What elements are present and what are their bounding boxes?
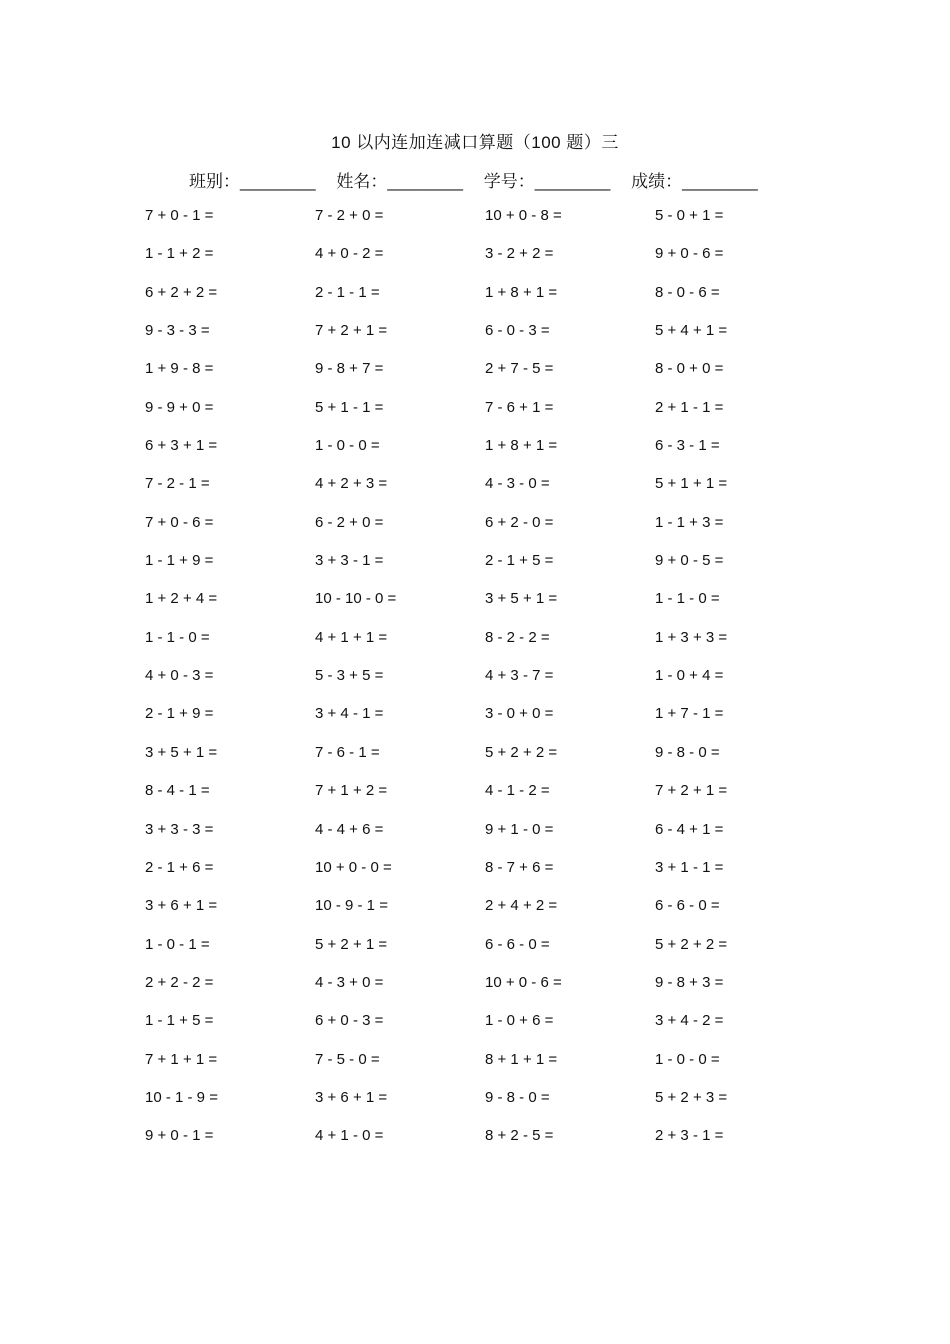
problem-item: 5 + 1 - 1 = <box>315 398 384 416</box>
problem-item: 5 + 2 + 2 = <box>485 743 558 761</box>
name-blank: ________ <box>387 172 464 191</box>
problem-item: 3 + 6 + 1 = <box>315 1088 388 1106</box>
problem-item: 4 + 2 + 3 = <box>315 475 388 493</box>
problem-item: 4 + 3 - 7 = <box>485 667 554 685</box>
problem-item: 6 + 2 - 0 = <box>485 513 554 531</box>
problem-row <box>145 551 845 589</box>
problem-item: 1 + 7 - 1 = <box>655 705 724 723</box>
problem-item: 4 - 3 - 0 = <box>485 475 550 493</box>
problem-item: 2 + 2 - 2 = <box>145 973 214 991</box>
problem-row <box>145 321 845 359</box>
problem-item: 1 - 1 + 3 = <box>655 513 724 531</box>
problem-row <box>145 1088 845 1126</box>
problem-item: 1 - 0 - 0 = <box>315 437 380 455</box>
problem-item: 4 + 0 - 2 = <box>315 245 384 263</box>
problem-item: 3 + 4 - 1 = <box>315 705 384 723</box>
page-title: 10 以内连加连减口算题（100 题）三 <box>331 133 619 152</box>
problem-item: 9 - 9 + 0 = <box>145 398 214 416</box>
problem-item: 1 - 1 + 5 = <box>145 1012 214 1030</box>
problem-item: 4 - 1 - 2 = <box>485 782 550 800</box>
problem-item: 10 + 0 - 0 = <box>315 858 392 876</box>
problem-item: 9 - 8 + 7 = <box>315 360 384 378</box>
problem-item: 1 - 0 + 6 = <box>485 1012 554 1030</box>
score-field <box>631 167 758 192</box>
problem-item: 8 - 7 + 6 = <box>485 858 554 876</box>
problem-item: 3 + 4 - 2 = <box>655 1012 724 1030</box>
problem-item: 4 - 4 + 6 = <box>315 820 384 838</box>
problem-item: 2 + 7 - 5 = <box>485 360 554 378</box>
problem-item: 7 + 0 - 6 = <box>145 513 214 531</box>
problem-item: 5 + 2 + 1 = <box>315 935 388 953</box>
problem-item: 1 - 1 - 0 = <box>145 628 210 646</box>
problem-item: 3 + 1 - 1 = <box>655 858 724 876</box>
problem-item: 7 - 6 + 1 = <box>485 398 554 416</box>
problem-row <box>145 704 845 742</box>
problem-item: 1 - 1 - 0 = <box>655 590 720 608</box>
problem-item: 9 + 0 - 1 = <box>145 1127 214 1145</box>
problem-item: 1 + 3 + 3 = <box>655 628 728 646</box>
problem-item: 1 - 0 + 4 = <box>655 667 724 685</box>
problem-row <box>145 858 845 896</box>
problem-item: 8 - 0 + 0 = <box>655 360 724 378</box>
problem-row <box>145 781 845 819</box>
problem-item: 7 - 2 + 0 = <box>315 207 384 224</box>
problem-item: 4 + 1 + 1 = <box>315 628 388 646</box>
problem-item: 10 - 1 - 9 = <box>145 1088 218 1106</box>
problem-item: 1 - 1 + 9 = <box>145 552 214 570</box>
problem-item: 2 + 4 + 2 = <box>485 897 558 915</box>
problem-item: 2 + 1 - 1 = <box>655 398 724 416</box>
problem-grid <box>145 206 845 1165</box>
problem-item: 3 + 5 + 1 = <box>145 743 218 761</box>
problem-item: 6 + 0 - 3 = <box>315 1012 384 1030</box>
problem-item: 2 + 3 - 1 = <box>655 1127 724 1145</box>
problem-item: 6 - 6 - 0 = <box>655 897 720 915</box>
problem-item: 7 - 5 - 0 = <box>315 1050 380 1068</box>
problem-item: 7 - 6 - 1 = <box>315 743 380 761</box>
problem-row <box>145 206 845 244</box>
problem-item: 3 + 5 + 1 = <box>485 590 558 608</box>
problem-item: 5 + 2 + 2 = <box>655 935 728 953</box>
problem-item: 6 - 2 + 0 = <box>315 513 384 531</box>
problem-row <box>145 474 845 512</box>
problem-item: 1 + 8 + 1 = <box>485 283 558 301</box>
name-label: 姓名： <box>336 172 388 191</box>
problem-item: 6 + 2 + 2 = <box>145 283 218 301</box>
problem-item: 6 - 6 - 0 = <box>485 935 550 953</box>
score-label: 成绩： <box>631 172 683 191</box>
problem-item: 10 - 10 - 0 = <box>315 590 397 608</box>
problem-item: 9 + 0 - 6 = <box>655 245 724 263</box>
problem-item: 5 + 2 + 3 = <box>655 1088 728 1106</box>
problem-item: 7 + 1 + 1 = <box>145 1050 218 1068</box>
problem-row <box>145 436 845 474</box>
problem-item: 5 + 1 + 1 = <box>655 475 728 493</box>
problem-item: 3 - 0 + 0 = <box>485 705 554 723</box>
problem-item: 8 - 0 - 6 = <box>655 283 720 301</box>
problem-item: 7 + 2 + 1 = <box>315 322 388 340</box>
class-label: 班别： <box>189 172 240 191</box>
problem-row <box>145 743 845 781</box>
problem-row <box>145 1011 845 1049</box>
problem-item: 4 + 0 - 3 = <box>145 667 214 685</box>
problem-item: 7 + 2 + 1 = <box>655 782 728 800</box>
student-id-label: 学号： <box>483 172 535 191</box>
problem-item: 7 - 2 - 1 = <box>145 475 210 493</box>
problem-row <box>145 244 845 282</box>
problem-item: 2 - 1 + 6 = <box>145 858 214 876</box>
problem-row <box>145 973 845 1011</box>
problem-item: 2 - 1 + 9 = <box>145 705 214 723</box>
problem-item: 9 + 1 - 0 = <box>485 820 554 838</box>
problem-item: 3 + 3 - 1 = <box>315 552 384 570</box>
problem-row <box>145 628 845 666</box>
problem-item: 9 - 8 - 0 = <box>655 743 720 761</box>
problem-item: 9 + 0 - 5 = <box>655 552 724 570</box>
problem-item: 6 - 0 - 3 = <box>485 322 550 340</box>
problem-item: 1 - 1 + 2 = <box>145 245 214 263</box>
problem-item: 10 + 0 - 6 = <box>485 973 562 991</box>
problem-row <box>145 359 845 397</box>
problem-item: 8 - 2 - 2 = <box>485 628 550 646</box>
problem-row <box>145 896 845 934</box>
problem-row <box>145 513 845 551</box>
problem-row <box>145 1050 845 1088</box>
problem-item: 1 - 0 - 1 = <box>145 935 210 953</box>
problem-item: 9 - 8 - 0 = <box>485 1088 550 1106</box>
problem-item: 1 - 0 - 0 = <box>655 1050 720 1068</box>
problem-item: 10 + 0 - 8 = <box>485 207 562 224</box>
problem-row <box>145 935 845 973</box>
problem-item: 3 + 6 + 1 = <box>145 897 218 915</box>
problem-item: 5 - 0 + 1 = <box>655 207 724 224</box>
class-field <box>189 167 316 192</box>
problem-row <box>145 283 845 321</box>
student-info-row <box>189 167 774 192</box>
problem-item: 7 + 1 + 2 = <box>315 782 388 800</box>
student-id-blank: ________ <box>534 172 611 191</box>
problem-row <box>145 589 845 627</box>
problem-item: 6 - 3 - 1 = <box>655 437 720 455</box>
problem-item: 6 + 3 + 1 = <box>145 437 218 455</box>
problem-item: 7 + 0 - 1 = <box>145 207 214 224</box>
score-blank: ________ <box>682 172 758 191</box>
problem-row <box>145 666 845 704</box>
student-id-field <box>484 167 611 192</box>
problem-item: 5 + 4 + 1 = <box>655 322 728 340</box>
problem-item: 8 - 4 - 1 = <box>145 782 210 800</box>
problem-item: 8 + 2 - 5 = <box>485 1127 554 1145</box>
problem-item: 3 + 3 - 3 = <box>145 820 214 838</box>
problem-item: 5 - 3 + 5 = <box>315 667 384 685</box>
name-field <box>336 167 463 192</box>
problem-item: 1 + 9 - 8 = <box>145 360 214 378</box>
problem-item: 3 - 2 + 2 = <box>485 245 554 263</box>
problem-item: 4 - 3 + 0 = <box>315 973 384 991</box>
problem-row <box>145 398 845 436</box>
problem-item: 2 - 1 + 5 = <box>485 552 554 570</box>
problem-item: 9 - 8 + 3 = <box>655 973 724 991</box>
class-blank: ________ <box>240 172 316 191</box>
problem-row <box>145 820 845 858</box>
problem-item: 6 - 4 + 1 = <box>655 820 724 838</box>
problem-item: 1 + 2 + 4 = <box>145 590 218 608</box>
problem-item: 9 - 3 - 3 = <box>145 322 210 340</box>
problem-item: 2 - 1 - 1 = <box>315 283 380 301</box>
problem-item: 4 + 1 - 0 = <box>315 1127 384 1145</box>
problem-item: 10 - 9 - 1 = <box>315 897 388 915</box>
problem-row <box>145 1126 845 1164</box>
problem-item: 1 + 8 + 1 = <box>485 437 558 455</box>
problem-item: 8 + 1 + 1 = <box>485 1050 558 1068</box>
